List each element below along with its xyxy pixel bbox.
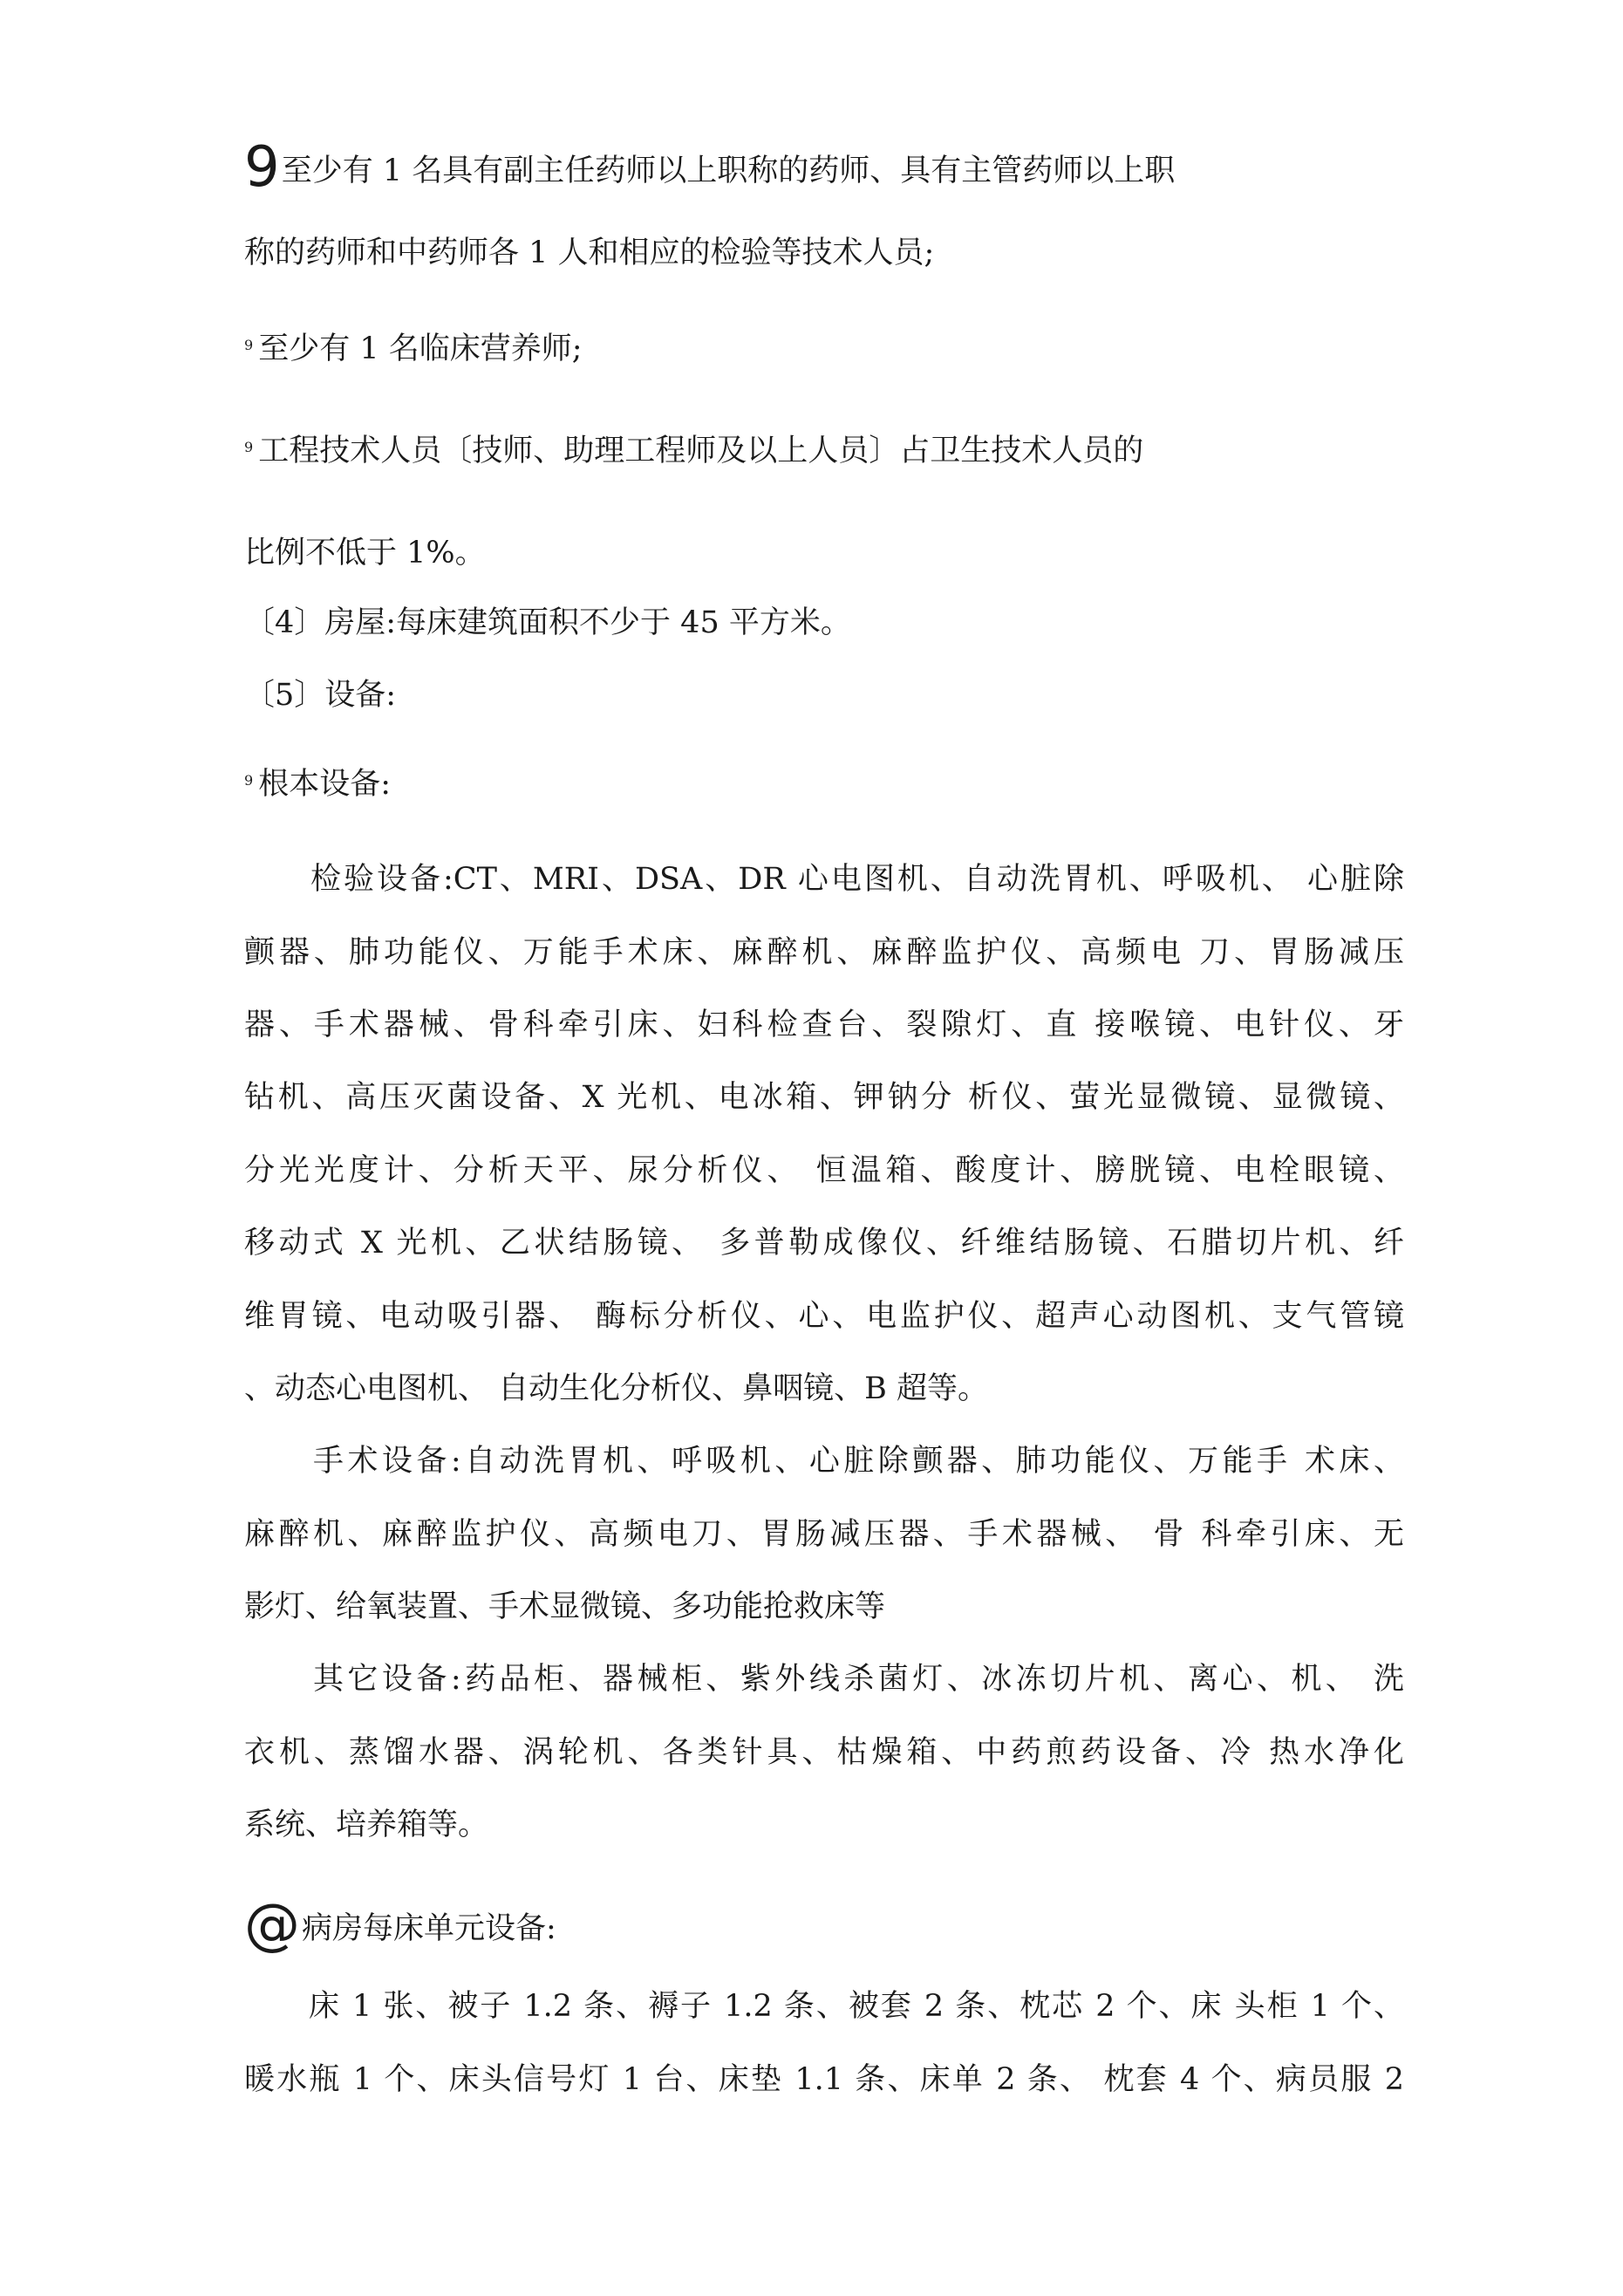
line-text: 工程技术人员〔技师、助理工程师及以上人员〕占卫生技术人员的 — [258, 434, 1144, 468]
line-text: 〔4〕房屋:每床建筑面积不少于 45 平方米。 — [244, 605, 851, 640]
line-13: 分光光度计、分析天平、尿分析仪、 恒温箱、酸度计、膀胱镜、电栓眼镜、 — [244, 1153, 1404, 1188]
line-16: 、动态心电图机、 自动生化分析仪、鼻咽镜、B 超等。 — [244, 1371, 988, 1406]
line-9: 检验设备:CT、MRI、DSA、DR 心电图机、自动洗胃机、呼吸机、 心脏除 — [244, 862, 1404, 897]
line-10: 颤器、肺功能仪、万能手术床、麻醉机、麻醉监护仪、高频电 刀、胃肠减压 — [244, 935, 1404, 970]
line-text: 至少有 1 名临床营养师; — [258, 331, 583, 366]
line-text: 〔5〕设备: — [244, 678, 397, 713]
line-text: 比例不低于 1%。 — [244, 536, 486, 571]
line-17: 手术设备:自动洗胃机、呼吸机、心脏除颤器、肺功能仪、万能手 术床、 — [244, 1444, 1404, 1479]
line-19: 影灯、给氧装置、手术显微镜、多功能抢救床等 — [244, 1589, 886, 1624]
line-text: 根本设备: — [258, 767, 391, 802]
line-7 — [244, 680, 396, 711]
line-21: 衣机、蒸馏水器、涡轮机、各类针具、枯燥箱、中药煎药设备、冷 热水净化 — [244, 1735, 1404, 1770]
line-23 — [244, 1893, 556, 1958]
line-25: 暖水瓶 1 个、床头信号灯 1 台、床垫 1.1 条、床单 2 条、 枕套 4 个、病员服 2 — [244, 2062, 1404, 2097]
line-8 — [244, 769, 391, 800]
line-2 — [244, 238, 934, 269]
list-marker: 9 — [244, 337, 254, 353]
line-4 — [244, 436, 1143, 467]
line-6 — [244, 605, 851, 640]
line-22: 系统、培养箱等。 — [244, 1807, 489, 1842]
list-marker: 9 — [244, 439, 254, 455]
line-text: 称的药师和中药师各 1 人和相应的检验等技术人员; — [244, 236, 935, 270]
line-text: 病房每床单元设备: — [302, 1911, 556, 1946]
line-15: 维胃镜、电动吸引器、 酶标分析仪、心、电监护仪、超声心动图机、支气管镜 — [244, 1299, 1404, 1334]
line-1 — [244, 135, 1176, 200]
line-20: 其它设备:药品柜、器械柜、紫外线杀菌灯、冰冻切片机、离心、机、 洗 — [244, 1662, 1404, 1697]
line-text: 至少有 1 名具有副主任药师以上职称的药师、具有主管药师以上职 — [281, 154, 1176, 188]
list-marker: 9 — [244, 772, 254, 789]
line-24: 床 1 张、被子 1.2 条、褥子 1.2 条、被套 2 条、枕芯 2 个、床 头柜 1 个、 — [244, 1989, 1404, 2024]
line-5 — [244, 538, 486, 569]
line-3 — [244, 331, 583, 366]
line-11: 器、手术器械、骨科牵引床、妇科检查台、裂隙灯、直 接喉镜、电针仪、牙 — [244, 1008, 1404, 1042]
list-marker: 9 — [244, 135, 280, 200]
line-12: 钻机、高压灭菌设备、X 光机、电冰箱、钾钠分 析仪、萤光显微镜、显微镜、 — [244, 1080, 1404, 1115]
line-18: 麻醉机、麻醉监护仪、高频电刀、胃肠减压器、手术器械、 骨 科牵引床、无 — [244, 1517, 1404, 1552]
at-marker: @ — [244, 1893, 300, 1958]
line-14: 移动式 X 光机、乙状结肠镜、 多普勒成像仪、纤维结肠镜、石腊切片机、纤 — [244, 1226, 1404, 1261]
